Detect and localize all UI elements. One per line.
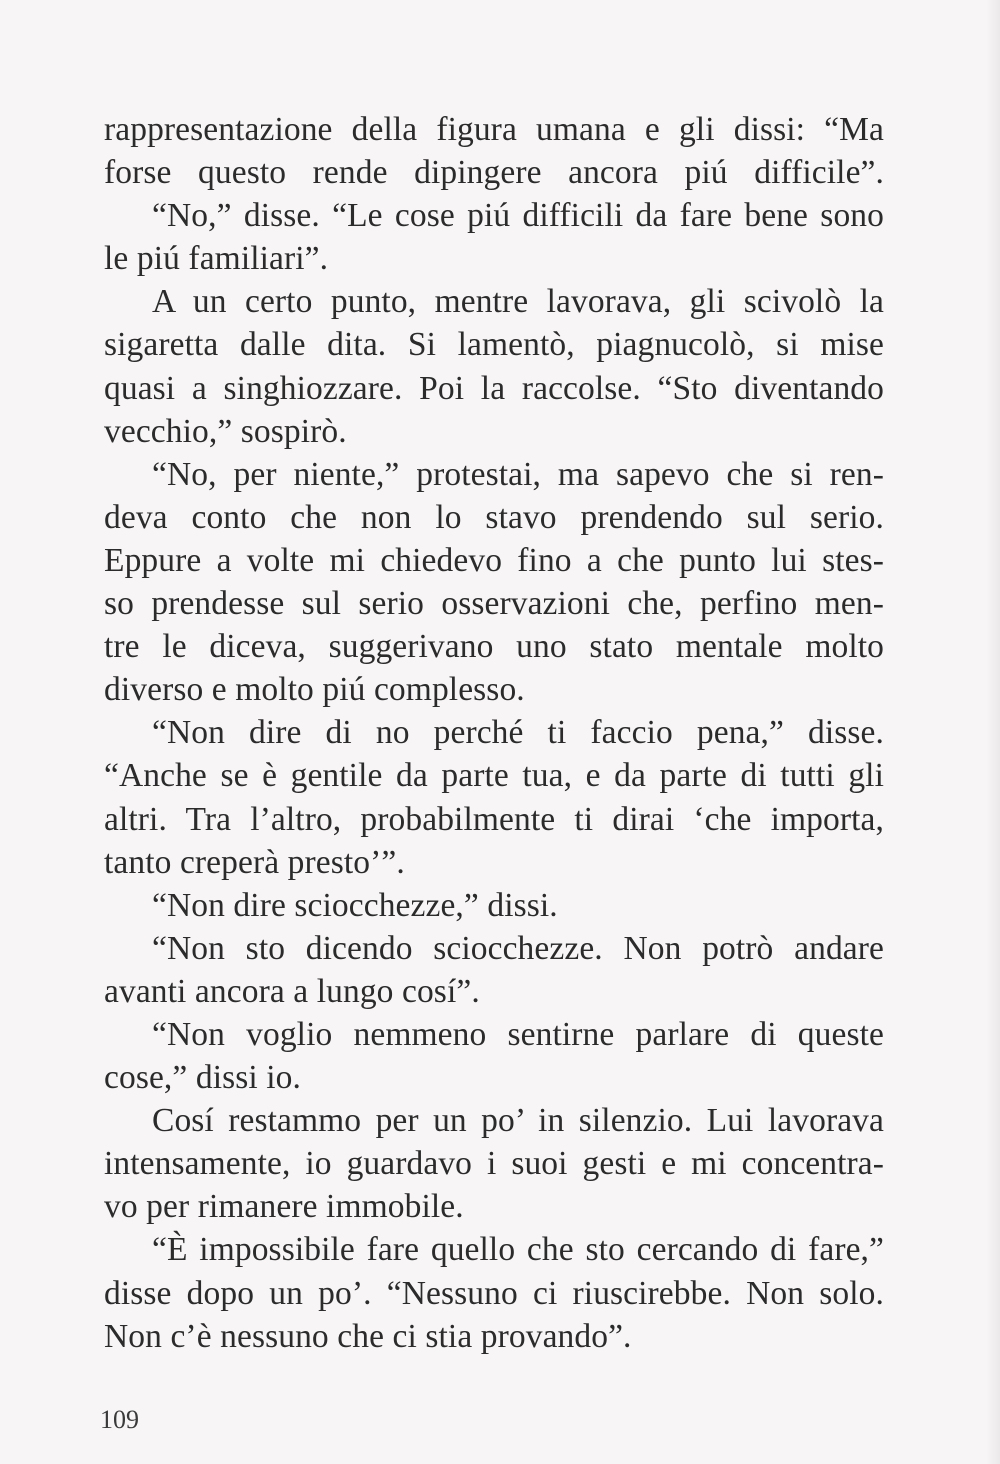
text-line: “No, per niente,” protestai, ma sapevo che si ren-	[152, 455, 884, 493]
text-line: “Non sto dicendo sciocchezze. Non potrò andare	[152, 929, 884, 967]
text-line: le piú familiari”.	[104, 240, 329, 278]
text-line: quasi a singhiozzare. Poi la raccolse. “Sto diventando	[104, 369, 884, 407]
text-line: altri. Tra l’altro, probabilmente ti dirai ‘che importa,	[104, 800, 884, 838]
text-line: vecchio,” sospirò.	[104, 412, 347, 450]
text-line: “Non voglio nemmeno sentirne parlare di queste	[152, 1015, 884, 1053]
text-line: forse questo rende dipingere ancora piú difficile”.	[104, 154, 884, 192]
body-text	[104, 108, 884, 1358]
text-line: sigaretta dalle dita. Si lamentò, piagnucolò, si mise	[104, 326, 884, 364]
text-line: deva conto che non lo stavo prendendo sul serio.	[104, 498, 884, 536]
text-line: A un certo punto, mentre lavorava, gli scivolò la	[152, 283, 884, 321]
text-line: “No,” disse. “Le cose piú difficili da fare bene sono	[152, 197, 884, 235]
text-line: tanto creperà presto’”.	[104, 843, 405, 881]
text-line: Non c’è nessuno che ci stia provando”.	[104, 1317, 632, 1355]
text-line: diverso e molto piú complesso.	[104, 671, 525, 709]
text-line: “È impossibile fare quello che sto cercando di fare,”	[152, 1231, 884, 1269]
text-line: rappresentazione della figura umana e gli dissi: “Ma	[104, 111, 884, 148]
text-line: cose,” dissi io.	[104, 1059, 301, 1097]
text-line: disse dopo un po’. “Nessuno ci riuscirebbe. Non solo.	[104, 1274, 884, 1312]
text-line: “Non dire di no perché ti faccio pena,” disse.	[152, 714, 884, 752]
text-line: Cosí restammo per un po’ in silenzio. Lui lavorava	[152, 1102, 884, 1140]
text-line: intensamente, io guardavo i suoi gesti e mi concentra-	[104, 1145, 884, 1183]
text-line: avanti ancora a lungo cosí”.	[104, 972, 480, 1010]
page-number: 109	[100, 1405, 139, 1434]
text-line: “Anche se è gentile da parte tua, e da parte di tutti gli	[104, 757, 884, 795]
text-line: “Non dire sciocchezze,” dissi.	[152, 886, 558, 924]
text-line: tre le diceva, suggerivano uno stato mentale molto	[104, 628, 884, 666]
text-line: so prendesse sul serio osservazioni che, perfino men-	[104, 585, 884, 623]
text-line: Eppure a volte mi chiedevo fino a che punto lui stes-	[104, 541, 884, 579]
text-line: vo per rimanere immobile.	[104, 1188, 464, 1226]
page-edge-shadow	[986, 0, 1000, 1464]
